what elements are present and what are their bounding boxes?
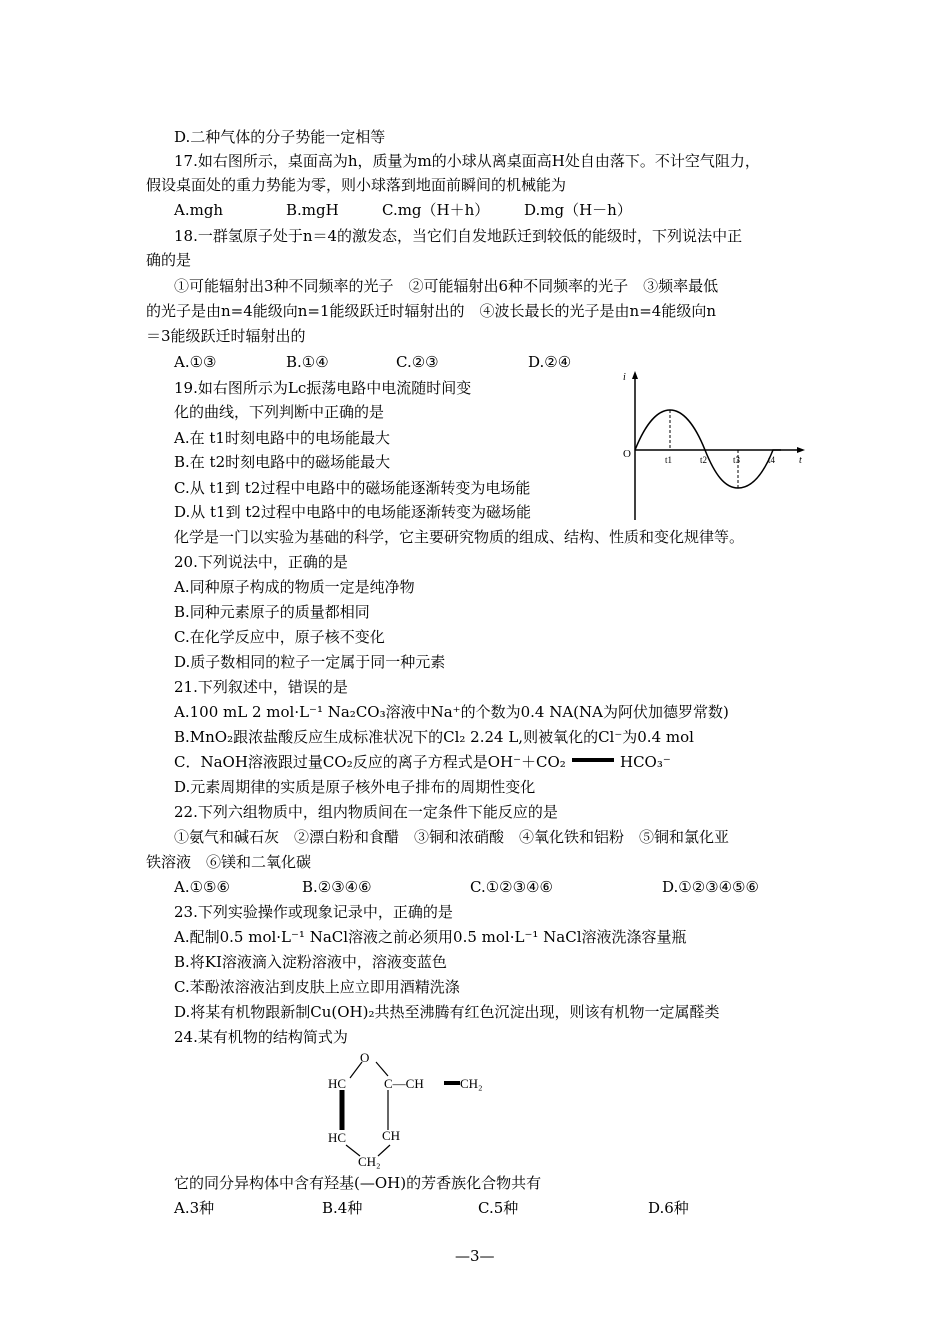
- graph-t4-label: t4: [768, 455, 776, 465]
- atom-ch2-end: CH₂: [460, 1076, 483, 1091]
- q19-option-a: A.在 t1时刻电路中的电场能最大: [174, 429, 390, 447]
- q21-option-a: A.100 mL 2 mol·L⁻¹ Na₂CO₃溶液中Na⁺的个数为0.4 NA(NA为阿伏加德罗常数): [174, 703, 729, 721]
- atom-hc-bottom: HC: [328, 1130, 347, 1145]
- q24-question: 它的同分异构体中含有羟基(—OH)的芳香族化合物共有: [174, 1174, 542, 1192]
- graph-origin-label: O: [623, 448, 631, 460]
- graph-y-arrow: [632, 371, 638, 379]
- atom-c-ch: C—CH: [384, 1076, 424, 1091]
- q20-option-d: D.质子数相同的粒子一定属于同一种元素: [174, 653, 446, 671]
- q21-option-c: C．NaOH溶液跟过量CO₂反应的离子方程式是OH⁻＋CO₂: [174, 753, 566, 771]
- graph-t2-label: t2: [700, 455, 708, 465]
- q17-stem-line2: 假设桌面处的重力势能为零，则小球落到地面前瞬间的机械能为: [146, 176, 567, 194]
- q24-option-b: B.4种: [322, 1199, 363, 1217]
- q24-stem: 24.某有机物的结构简式为: [174, 1028, 348, 1046]
- q22-stem: 22.下列六组物质中，组内物质间在一定条件下能反应的是: [174, 803, 558, 821]
- q21-stem: 21.下列叙述中，错误的是: [174, 678, 348, 696]
- organic-structure: [320, 1050, 520, 1170]
- q23-option-c: C.苯酚浓溶液沾到皮肤上应立即用酒精洗涤: [174, 978, 460, 996]
- q22-option-a: A.①⑤⑥: [174, 878, 230, 896]
- q19-option-c: C.从 t1到 t2过程中电路中的磁场能逐渐转变为电场能: [174, 479, 531, 497]
- q19-option-b: B.在 t2时刻电路中的磁场能最大: [174, 453, 391, 471]
- q22-option-c: C.①②③④⑥: [470, 878, 553, 896]
- q22-items-line2: 铁溶液 ⑥镁和二氧化碳: [146, 853, 312, 871]
- q18-option-d: D.②④: [528, 353, 572, 371]
- q23-option-b: B.将KI溶液滴入淀粉溶液中，溶液变蓝色: [174, 953, 447, 971]
- q19-stem-line2: 化的曲线，下列判断中正确的是: [174, 403, 385, 421]
- q21-option-b: B.MnO₂跟浓盐酸反应生成标准状况下的Cl₂ 2.24 L,则被氧化的Cl⁻为0.4 mol: [174, 728, 694, 746]
- q20-option-a: A.同种原子构成的物质一定是纯净物: [174, 578, 415, 596]
- q20-option-b: B.同种元素原子的质量都相同: [174, 603, 370, 621]
- q18-stem-line2: 确的是: [146, 251, 192, 269]
- q23-option-d: D.将某有机物跟新制Cu(OH)₂共热至沸腾有红色沉淀出现，则该有机物一定属醛类: [174, 1003, 720, 1021]
- q22-items-line1: ①氨气和碱石灰 ②漂白粉和食醋 ③铜和浓硝酸 ④氧化铁和铝粉 ⑤铜和氯化亚: [174, 828, 730, 846]
- q19-option-d: D.从 t1到 t2过程中电路中的电场能逐渐转变为磁场能: [174, 503, 531, 521]
- q23-option-a: A.配制0.5 mol·L⁻¹ NaCl溶液之前必须用0.5 mol·L⁻¹ NaCl溶液洗涤容量瓶: [174, 928, 687, 946]
- graph-t3-label: t3: [733, 455, 741, 465]
- q19-stem-line1: 19.如右图所示为Lc振荡电路中电流随时间变: [174, 379, 472, 397]
- atom-ch: CH: [382, 1128, 401, 1143]
- atom-hc-top: HC: [328, 1076, 347, 1091]
- graph-t-label: t: [799, 455, 802, 466]
- q24-option-a: A.3种: [174, 1199, 215, 1217]
- q22-option-b: B.②③④⑥: [302, 878, 372, 896]
- q18-option-a: A.①③: [174, 353, 217, 371]
- bond-o-right: [376, 1062, 388, 1076]
- q20-stem: 20.下列说法中，正确的是: [174, 553, 348, 571]
- q22-option-d: D.①②③④⑤⑥: [662, 878, 759, 896]
- q18-stem-line1: 18.一群氢原子处于n＝4的激发态，当它们自发地跃迁到较低的能级时，下列说法中正: [174, 227, 743, 245]
- q20-option-c: C.在化学反应中，原子核不变化: [174, 628, 385, 646]
- atom-ch2-bottom: CH₂: [358, 1154, 381, 1169]
- q21-option-c-product: HCO₃⁻: [620, 753, 671, 771]
- q17-option-a: A.mgh: [174, 201, 224, 219]
- equals-bar: [572, 758, 614, 762]
- graph-x-arrow: [797, 447, 805, 453]
- q18-statement-line3: ＝3能级跃迁时辐射出的: [146, 327, 306, 345]
- q16-option-d: D.二种气体的分子势能一定相等: [174, 128, 386, 146]
- graph-i-label: i: [623, 372, 626, 383]
- graph-t1-label: t1: [665, 455, 673, 465]
- atom-o: O: [360, 1050, 370, 1065]
- q17-option-d: D.mg（H－h）: [524, 201, 632, 219]
- structure-bonds: [320, 1050, 520, 1170]
- lc-current-graph: [615, 365, 815, 525]
- q17-option-c: C.mg（H＋h）: [382, 201, 490, 219]
- q17-stem-line1: 17.如右图所示，桌面高为h，质量为m的小球从离桌面高H处自由落下。不计空气阻力，: [174, 152, 760, 170]
- q24-option-c: C.5种: [478, 1199, 519, 1217]
- q18-statement-line2: 的光子是由n=4能级向n=1能级跃迁时辐射出的 ④波长最长的光子是由n=4能级向n: [146, 302, 716, 320]
- q23-stem: 23.下列实验操作或现象记录中，正确的是: [174, 903, 453, 921]
- q18-option-c: C.②③: [396, 353, 439, 371]
- q24-option-d: D.6种: [648, 1199, 689, 1217]
- chemistry-intro: 化学是一门以实验为基础的科学，它主要研究物质的组成、结构、性质和变化规律等。: [174, 528, 745, 546]
- graph-current-curve: [635, 410, 781, 488]
- q18-option-b: B.①④: [286, 353, 329, 371]
- q18-statement-line1: ①可能辐射出3种不同频率的光子 ②可能辐射出6种不同频率的光子 ③频率最低: [174, 277, 719, 295]
- q21-option-d: D.元素周期律的实质是原子核外电子排布的周期性变化: [174, 778, 536, 796]
- q17-option-b: B.mgH: [286, 201, 339, 219]
- page-number: —3—: [455, 1247, 495, 1265]
